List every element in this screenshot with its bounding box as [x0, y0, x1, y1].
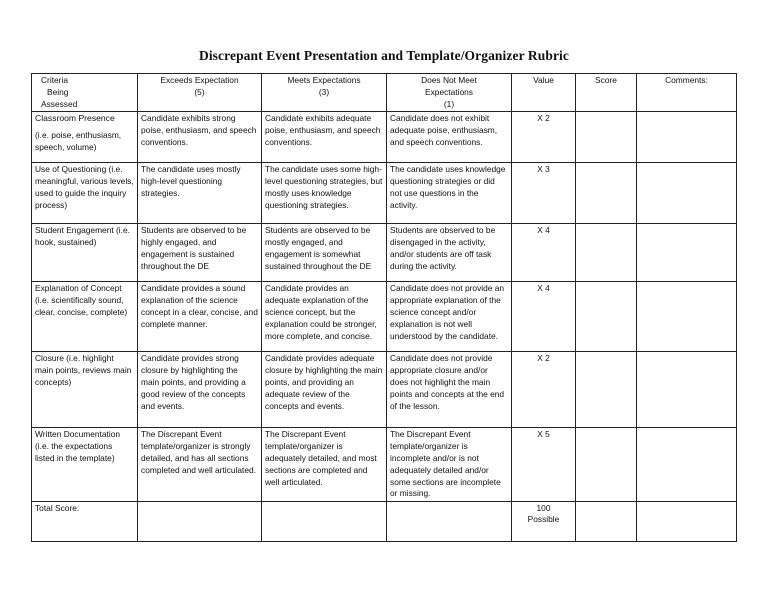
exceeds-cell: The Discrepant Event template/organizer is strongly detailed, and has all sections completed and well articulated. — [138, 428, 262, 502]
not-meet-header-line: Expectations — [425, 86, 473, 97]
table-row — [32, 163, 737, 224]
comments-cell[interactable] — [637, 112, 737, 163]
criteria-name: Use of Questioning (i.e. meaningful, various levels, used to guide the inquiry process) — [35, 164, 134, 210]
comments-header: Comments: — [637, 74, 737, 112]
value-cell: X 4 — [512, 224, 576, 282]
table-row — [32, 112, 737, 163]
exceeds-cell: Candidate provides a sound explanation of the science concept in a clear, concise, and complete manner. — [138, 282, 262, 352]
exceeds-cell: Students are observed to be highly engaged, and engagement is sustained throughout the DE — [138, 224, 262, 282]
exceeds-header-line: Exceeds Expectation — [160, 75, 239, 85]
meets-cell: Students are observed to be mostly engaged, and engagement is somewhat sustained throughout the DE — [262, 224, 387, 282]
criteria-cell — [32, 282, 138, 352]
not-meet-cell: Candidate does not provide appropriate closure and/or does not highlight the main points and concepts at the end of the lesson. — [387, 352, 512, 428]
criteria-header-line: Being — [47, 86, 69, 97]
rubric-table — [31, 73, 737, 542]
score-header: Score — [576, 74, 637, 112]
table-row — [32, 224, 737, 282]
comments-cell[interactable] — [637, 352, 737, 428]
not-meet-header-line: Does Not Meet — [421, 75, 477, 85]
value-cell: X 4 — [512, 282, 576, 352]
score-cell[interactable] — [576, 112, 637, 163]
not-meet-cell: Candidate does not exhibit adequate poise, enthusiasm, and speech conventions. — [387, 112, 512, 163]
criteria-name: Student Engagement (i.e. hook, sustained) — [35, 225, 130, 248]
total-score-cell[interactable] — [576, 502, 637, 542]
table-row — [32, 428, 737, 502]
criteria-cell — [32, 428, 138, 502]
value-cell: X 2 — [512, 112, 576, 163]
not-meet-cell: The Discrepant Event template/organizer is incomplete and/or is not adequately detailed and/or some sections are incomplete or missing. — [387, 428, 512, 502]
total-row — [32, 502, 737, 542]
comments-cell[interactable] — [637, 428, 737, 502]
meets-cell: Candidate provides adequate closure by highlighting the main points, and providing an adequate review of the concepts and events. — [262, 352, 387, 428]
value-header: Value — [512, 74, 576, 112]
criteria-header-line: Assessed — [41, 98, 78, 109]
criteria-desc: (i.e. poise, enthusiasm, speech, volume) — [35, 130, 122, 152]
total-possible-label: Possible — [527, 514, 560, 525]
total-possible — [512, 502, 576, 542]
score-cell[interactable] — [576, 224, 637, 282]
criteria-header-line: Criteria — [41, 75, 68, 85]
exceeds-cell — [138, 502, 262, 542]
exceeds-cell: The candidate uses mostly high-level questioning strategies. — [138, 163, 262, 224]
score-cell[interactable] — [576, 428, 637, 502]
table-row — [32, 352, 737, 428]
criteria-name: Classroom Presence — [35, 113, 115, 124]
criteria-name: Closure (i.e. highlight main points, reviews main concepts) — [35, 353, 132, 387]
not-meet-cell: Students are observed to be disengaged in the activity, and/or students are off task during the activity. — [387, 224, 512, 282]
page-title: Discrepant Event Presentation and Template/Organizer Rubric — [198, 48, 570, 63]
meets-cell: Candidate exhibits adequate poise, enthusiasm, and speech conventions. — [262, 112, 387, 163]
meets-cell: Candidate provides an adequate explanation of the science concept, but the explanation could be stronger, more complete, and concise. — [262, 282, 387, 352]
not-meet-cell: Candidate does not provide an appropriate explanation of the science concept and/or explanation is not well understood by the candidate. — [387, 282, 512, 352]
exceeds-header — [138, 74, 262, 112]
total-possible-value: 100 — [536, 503, 551, 514]
criteria-cell — [32, 163, 138, 224]
criteria-name: Written Documentation (i.e. the expectations listed in the template) — [35, 429, 121, 463]
criteria-name: Explanation of Concept (i.e. scientifically sound, clear, concise, complete) — [35, 283, 128, 317]
exceeds-cell: Candidate provides strong closure by highlighting the main points, and providing a good review of the concepts and events. — [138, 352, 262, 428]
exceeds-cell: Candidate exhibits strong poise, enthusiasm, and speech conventions. — [138, 112, 262, 163]
header-row — [32, 74, 737, 112]
criteria-cell — [32, 352, 138, 428]
value-cell: X 2 — [512, 352, 576, 428]
comments-cell[interactable] — [637, 224, 737, 282]
not-meet-header — [387, 74, 512, 112]
not-meet-cell: The candidate uses knowledge questioning strategies or did not use questions in the activity. — [387, 163, 512, 224]
total-label: Total Score: — [32, 502, 138, 542]
score-cell[interactable] — [576, 163, 637, 224]
meets-cell: The candidate uses some high-level questioning strategies, but mostly uses knowledge questioning strategies. — [262, 163, 387, 224]
not-meet-cell — [387, 502, 512, 542]
table-row — [32, 282, 737, 352]
criteria-header — [32, 74, 138, 112]
criteria-cell — [32, 112, 138, 163]
criteria-cell — [32, 224, 138, 282]
not-meet-header-line: (1) — [443, 98, 455, 109]
score-cell[interactable] — [576, 352, 637, 428]
meets-header-line: Meets Expectations — [287, 75, 361, 85]
score-cell[interactable] — [576, 282, 637, 352]
value-cell: X 3 — [512, 163, 576, 224]
value-cell: X 5 — [512, 428, 576, 502]
meets-cell — [262, 502, 387, 542]
comments-cell[interactable] — [637, 282, 737, 352]
meets-cell: The Discrepant Event template/organizer is adequately detailed, and most sections are completed and well articulated. — [262, 428, 387, 502]
exceeds-header-line: (5) — [194, 86, 205, 97]
meets-header — [262, 74, 387, 112]
total-comments-cell[interactable] — [637, 502, 737, 542]
comments-cell[interactable] — [637, 163, 737, 224]
meets-header-line: (3) — [318, 86, 330, 97]
